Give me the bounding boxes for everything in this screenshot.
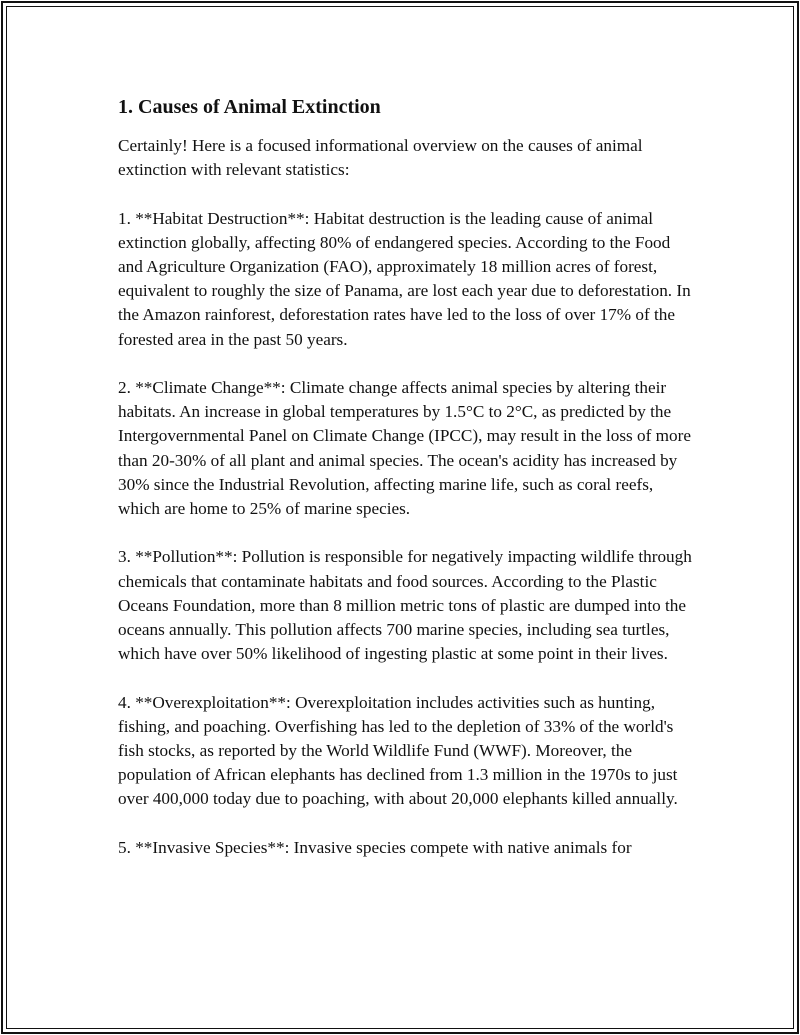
- paragraph-habitat-destruction: 1. **Habitat Destruction**: Habitat destruction is the leading cause of animal extinction globally, affecting 80% of endangered species. According to the Food and Agriculture Organization (FAO), approximately 18 million acres of forest, equivalent to roughly the size of Panama, are lost each year due to deforestation. In the Amazon rainforest, deforestation rates have led to the loss of over 17% of the forested area in the past 50 years.: [118, 208, 691, 349]
- paragraph-overexploitation: 4. **Overexploitation**: Overexploitation includes activities such as hunting, fishing, and poaching. Overfishing has led to the depletion of 33% of the world's fish stocks, as reported by the World Wildlife Fund (WWF). Moreover, the population of African elephants has declined from 1.3 million in the 1970s to just over 400,000 today due to poaching, with about 20,000 elephants killed annually.: [118, 692, 678, 809]
- page-title: 1. Causes of Animal Extinction: [118, 96, 381, 118]
- paragraph-climate-change: 2. **Climate Change**: Climate change affects animal species by altering their habitats. An increase in global temperatures by 1.5°C to 2°C, as predicted by the Intergovernmental Panel on Climate Change (IPCC), may result in the loss of more than 20-30% of all plant and animal species. The ocean's acidity has increased by 30% since the Industrial Revolution, affecting marine life, such as coral reefs, which are home to 25% of marine species.: [118, 378, 691, 519]
- document-body: [118, 94, 698, 860]
- intro-paragraph: Certainly! Here is a focused informational overview on the causes of animal extinction with relevant statistics:: [118, 136, 643, 180]
- paragraph-invasive-species: 5. **Invasive Species**: Invasive species compete with native animals for: [118, 837, 632, 857]
- paragraph-pollution: 3. **Pollution**: Pollution is responsible for negatively impacting wildlife through chemicals that contaminate habitats and food sources. According to the Plastic Oceans Foundation, more than 8 million metric tons of plastic are dumped into the oceans annually. This pollution affects 700 marine species, including sea turtles, which have over 50% likelihood of ingesting plastic at some point in their lives.: [118, 547, 692, 664]
